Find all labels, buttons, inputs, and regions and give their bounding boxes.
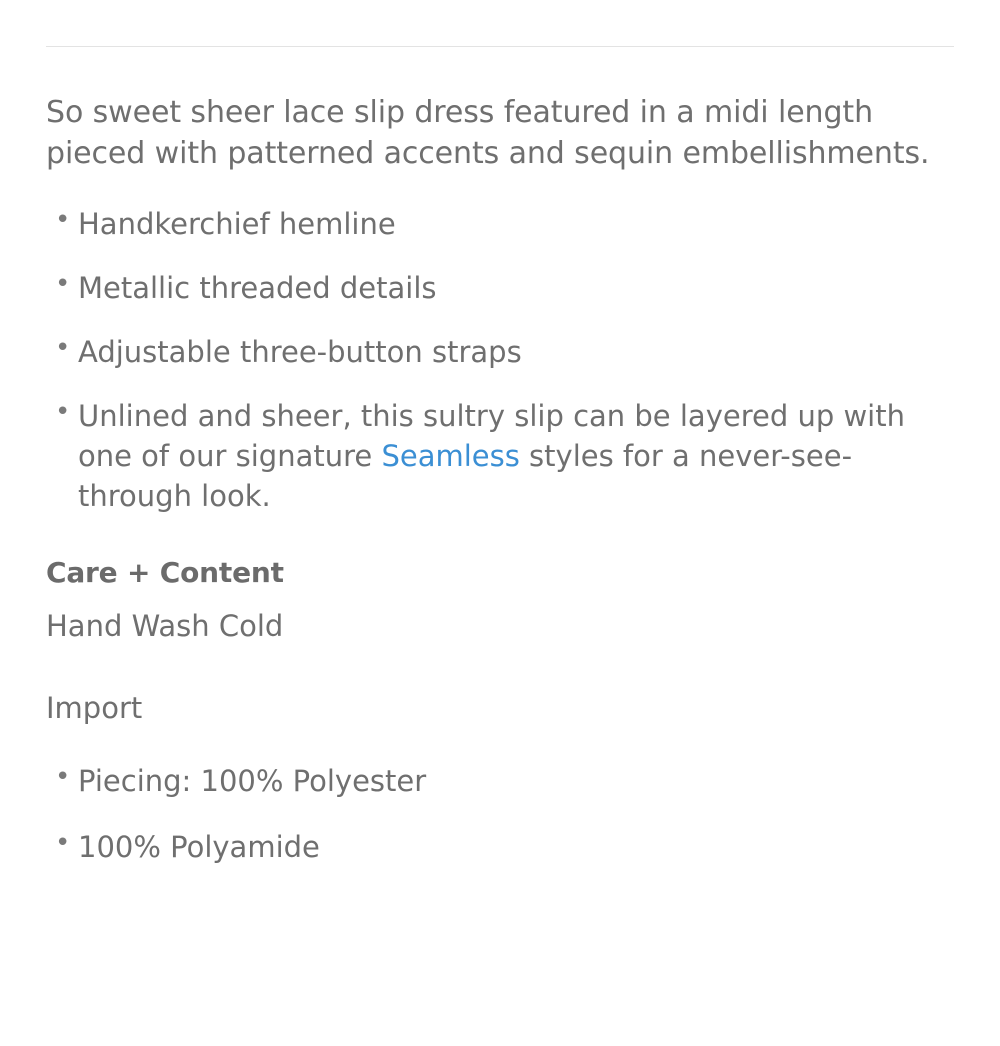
care-content-heading: Care + Content — [46, 556, 284, 590]
list-item: • 100% Polyamide — [46, 827, 954, 867]
feature-text-after-link: styles for a never-see-through look. — [78, 439, 853, 514]
product-details-panel — [0, 46, 1000, 1046]
care-instruction: Hand Wash Cold — [46, 609, 284, 644]
materials-list — [46, 761, 954, 867]
list-item: • Adjustable three-button straps — [46, 332, 954, 372]
feature-text-before-link: Unlined and sheer, this sultry slip can be layered up with one of our signature — [78, 399, 905, 474]
section-divider — [46, 46, 954, 47]
list-item: • Metallic threaded details — [46, 268, 954, 308]
product-feature-list — [46, 204, 954, 516]
list-item: • Piecing: 100% Polyester — [46, 761, 954, 801]
list-item — [46, 396, 954, 516]
product-description-intro: So sweet sheer lace slip dress featured in a midi length pieced with patterned accents and sequin embellishments. — [46, 95, 930, 171]
seamless-link[interactable]: Seamless — [381, 439, 520, 474]
list-item: • Handkerchief hemline — [46, 204, 954, 244]
origin-label: Import — [46, 691, 143, 726]
